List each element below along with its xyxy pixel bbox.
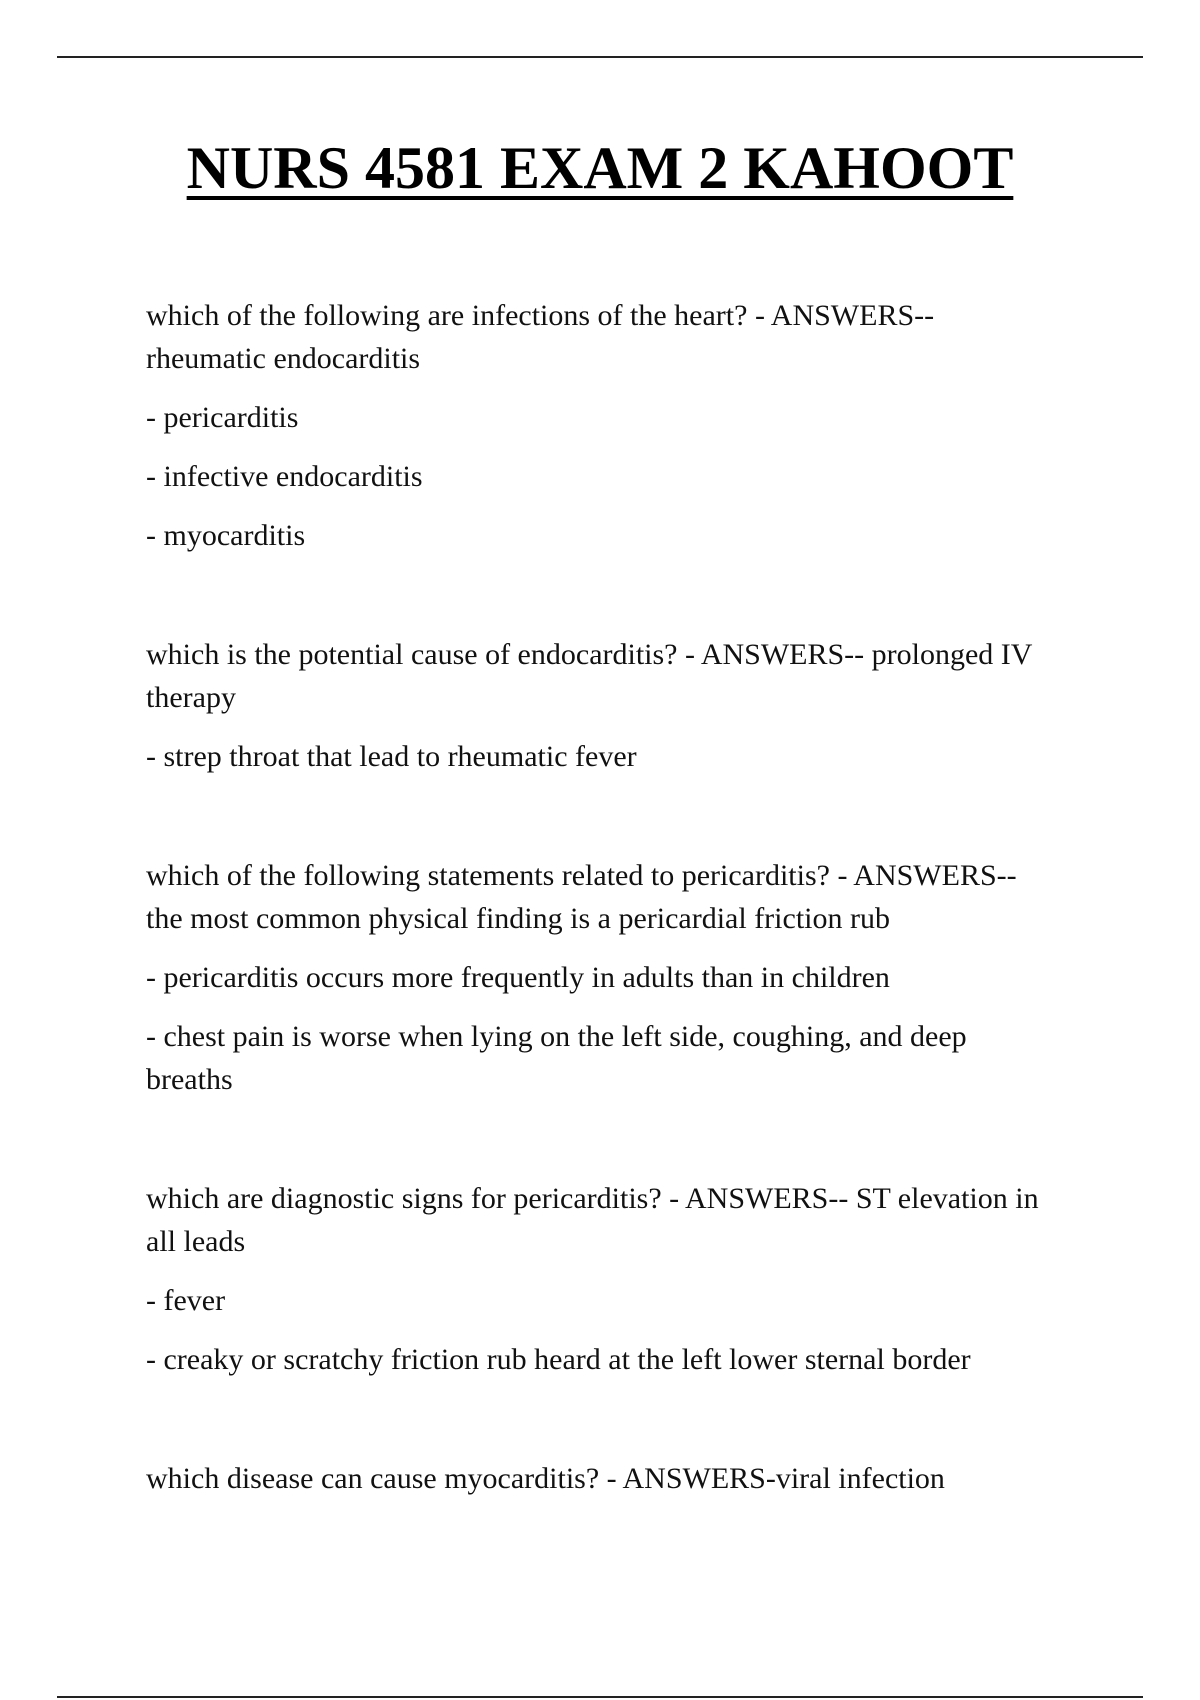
question-text: which of the following are infections of the heart? - ANSWERS-- rheumatic endocarditis: [146, 299, 935, 375]
bottom-rule: [57, 1696, 1143, 1698]
answer-item: - creaky or scratchy friction rub heard at the left lower sternal border: [146, 1343, 971, 1376]
document-title: [0, 135, 1200, 201]
answer-item: - strep throat that lead to rheumatic fever: [146, 740, 637, 773]
answer-item: - infective endocarditis: [146, 460, 423, 493]
qa-item-5: [146, 1457, 1056, 1500]
question-text: which is the potential cause of endocarditis? - ANSWERS-- prolonged IV therapy: [146, 638, 1032, 714]
question-text: which disease can cause myocarditis? - ANSWERS-viral infection: [146, 1462, 945, 1495]
answer-item: - myocarditis: [146, 519, 306, 552]
qa-item-4: [146, 1177, 1056, 1381]
question-text: which are diagnostic signs for pericarditis? - ANSWERS-- ST elevation in all leads: [146, 1182, 1039, 1258]
answer-item: - pericarditis: [146, 401, 299, 434]
answer-item: - fever: [146, 1284, 226, 1317]
answer-item: - chest pain is worse when lying on the left side, coughing, and deep breaths: [146, 1020, 967, 1096]
top-rule: [57, 56, 1143, 58]
qa-item-2: [146, 633, 1056, 778]
answer-item: - pericarditis occurs more frequently in adults than in children: [146, 961, 890, 994]
document-body: [146, 294, 1056, 1576]
question-text: which of the following statements related to pericarditis? - ANSWERS-- the most common physical finding is a pericardial friction rub: [146, 859, 1017, 935]
document-title-text: NURS 4581 EXAM 2 KAHOOT: [186, 135, 1014, 201]
qa-item-3: [146, 854, 1056, 1101]
qa-item-1: [146, 294, 1056, 557]
